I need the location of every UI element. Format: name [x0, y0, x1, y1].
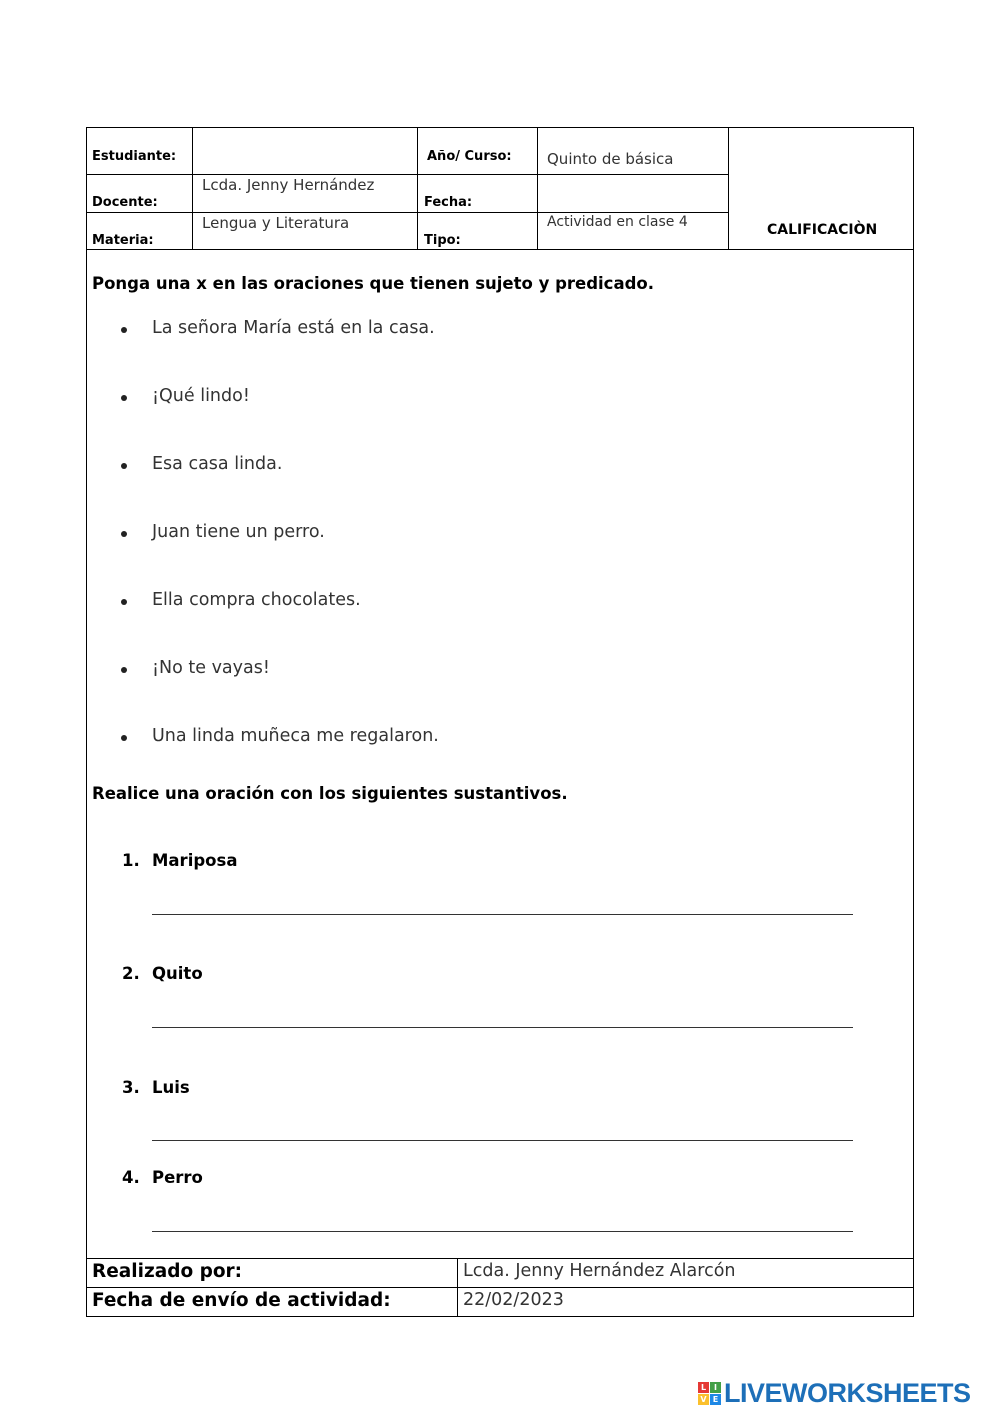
logo-letter: E	[710, 1394, 721, 1405]
noun-word: Perro	[152, 1168, 203, 1187]
item-number: 2.	[122, 964, 140, 983]
subject-value: Lengua y Literatura	[202, 214, 350, 232]
sentence-item[interactable]: La señora María está en la casa.	[152, 318, 435, 338]
header-divider	[417, 127, 418, 249]
header-divider	[537, 127, 538, 249]
sent-date-label: Fecha de envío de actividad:	[92, 1290, 391, 1311]
bullet-icon	[121, 599, 127, 605]
sentence-item[interactable]: ¡Qué lindo!	[152, 386, 250, 406]
header-divider	[728, 127, 729, 249]
liveworksheets-logo	[698, 1377, 971, 1408]
noun-word: Mariposa	[152, 851, 238, 870]
answer-line[interactable]	[152, 1027, 853, 1028]
item-number: 4.	[122, 1168, 140, 1187]
section-2-instruction: Realice una oración con los siguientes sustantivos.	[92, 784, 568, 803]
bullet-icon	[121, 327, 127, 333]
course-value: Quinto de básica	[547, 150, 674, 168]
type-value: Actividad en clase 4	[547, 214, 688, 230]
course-label: Año/ Curso:	[427, 149, 512, 164]
worksheet	[86, 127, 914, 1317]
type-label: Tipo:	[424, 233, 461, 248]
brand-name: LIVEWORKSHEETS	[724, 1377, 971, 1408]
answer-line[interactable]	[152, 914, 853, 915]
subject-label: Materia:	[92, 233, 154, 248]
worksheet-border	[86, 127, 914, 1317]
logo-letter: I	[710, 1382, 721, 1393]
bullet-icon	[121, 735, 127, 741]
bullet-icon	[121, 395, 127, 401]
logo-letter: L	[698, 1382, 709, 1393]
bullet-icon	[121, 531, 127, 537]
logo-letter: V	[698, 1394, 709, 1405]
answer-line[interactable]	[152, 1140, 853, 1141]
sentence-item[interactable]: Esa casa linda.	[152, 454, 283, 474]
header-divider	[86, 212, 728, 213]
sentence-item[interactable]: ¡No te vayas!	[152, 658, 270, 678]
student-label: Estudiante:	[92, 149, 177, 164]
item-number: 1.	[122, 851, 140, 870]
header-divider	[86, 174, 728, 175]
live-logo-icon	[698, 1382, 721, 1405]
footer-table	[86, 1258, 914, 1317]
header-table	[86, 127, 914, 250]
footer-divider	[86, 1287, 914, 1288]
sentence-item[interactable]: Juan tiene un perro.	[152, 522, 325, 542]
sentence-item[interactable]: Una linda muñeca me regalaron.	[152, 726, 439, 746]
noun-word: Quito	[152, 964, 203, 983]
bullet-icon	[121, 667, 127, 673]
header-divider	[192, 127, 193, 249]
footer-top-border	[86, 1258, 914, 1259]
made-by-value: Lcda. Jenny Hernández Alarcón	[463, 1261, 736, 1281]
sentence-item[interactable]: Ella compra chocolates.	[152, 590, 361, 610]
made-by-label: Realizado por:	[92, 1261, 243, 1282]
bullet-icon	[121, 463, 127, 469]
section-1-instruction: Ponga una x en las oraciones que tienen sujeto y predicado.	[92, 274, 655, 293]
teacher-label: Docente:	[92, 195, 158, 210]
sent-date-value: 22/02/2023	[463, 1290, 564, 1310]
noun-word: Luis	[152, 1078, 190, 1097]
grade-label: CALIFICACIÒN	[767, 222, 878, 238]
date-label: Fecha:	[424, 195, 473, 210]
answer-line[interactable]	[152, 1231, 853, 1232]
item-number: 3.	[122, 1078, 140, 1097]
footer-divider	[457, 1258, 458, 1317]
header-bottom-border	[86, 249, 914, 250]
teacher-value: Lcda. Jenny Hernández	[202, 176, 375, 194]
